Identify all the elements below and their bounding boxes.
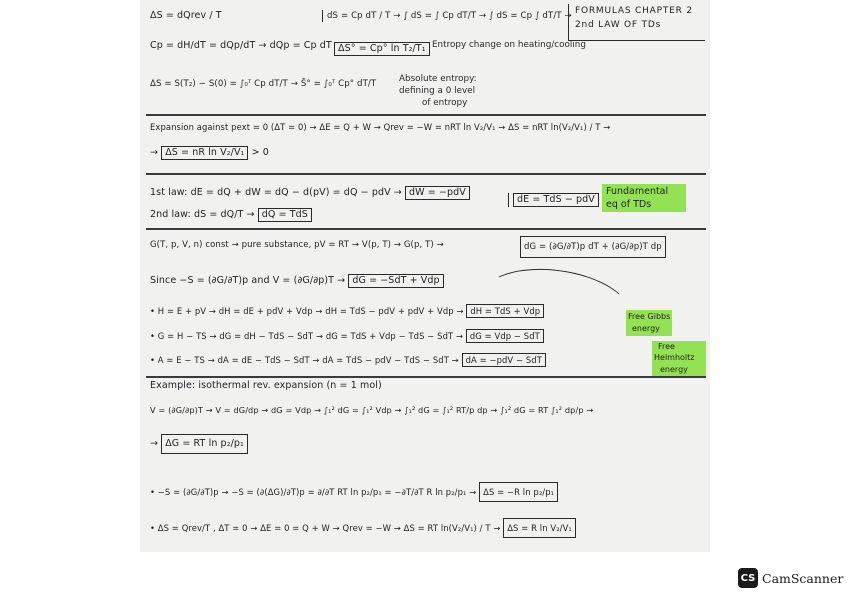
- s3-work-box: dW = −pdV: [405, 186, 470, 200]
- s4-dg-box-row: [520, 236, 666, 258]
- title-line-2: 2nd LAW OF TDs: [575, 20, 662, 30]
- camscanner-watermark: [738, 567, 843, 589]
- s1-heat-capacity: Cp = dH/dT = dQp/dT → dQp = Cp dT: [150, 40, 332, 51]
- title-box: [568, 4, 705, 41]
- s5-dg-box: ΔG = RT ln p₂/p₁: [161, 434, 248, 454]
- divider-1: [146, 114, 706, 116]
- s5-volume-line: V = (∂G/∂p)T → V = dG/dp → dG = Vdp → ∫₁² dG = ∫₁² Vdp → ∫₁² dG = ∫₁² RT/p dp → ∫₁² dG = RT ∫₁² dp/p →: [150, 405, 594, 415]
- s2-result-tail: > 0: [251, 147, 269, 158]
- s4-gibbs2-box: dG = Vdp − SdT: [466, 329, 544, 343]
- s4-gibbs2-line: • G = H − TS → dG = dH − TdS − SdT → dG = TdS + Vdp − TdS − SdT →: [150, 331, 464, 341]
- s3-hl-line-1: Fundamental: [606, 186, 669, 197]
- s4-helm-hl-2: Helmholtz: [654, 353, 695, 362]
- s4-dg-result-box: dG = −SdT + Vdp: [348, 274, 443, 288]
- s4-gibbs-hl-2: energy: [632, 324, 660, 333]
- s5-heat-line: • ΔS = Qrev/T , ΔT = 0 → ΔE = 0 = Q + W → Qrev = −W → ΔS = RT ln(V₂/V₁) / T →: [150, 523, 501, 533]
- title-line-1: FORMULAS CHAPTER 2: [575, 6, 693, 16]
- s4-enthalpy-line: • H = E + pV → dH = dE + pdV + Vdp → dH = TdS − pdV + pdV + Vdp →: [150, 306, 464, 316]
- s4-gibbs2-row: [150, 329, 544, 343]
- s3-first-law: 1st law: dE = dQ + dW = dQ − d(pV) = dQ − pdV →: [150, 187, 402, 198]
- s4-helm-hl-3: energy: [660, 365, 688, 374]
- s5-heat-row: [150, 518, 576, 538]
- s4-enthalpy-row: [150, 304, 544, 318]
- s1-right-box-wrap: [334, 42, 430, 56]
- s1-entropy-def: ΔS = dQrev / T: [150, 10, 222, 21]
- s4-helmholtz-box: dA = −pdV − SdT: [462, 353, 546, 367]
- s2-expansion: Expansion against pext = 0 (ΔT = 0) → ΔE = Q + W → Qrev = −W = nRT ln V₂/V₁ → ΔS = nRT ln(V₂/V₁) / T →: [150, 122, 611, 132]
- s3-hl-line-2: eq of TDs: [606, 199, 652, 210]
- s1-note-abs-2: defining a 0 level: [399, 86, 476, 96]
- divider-4: [146, 376, 706, 378]
- s3-second-law: 2nd law: dS = dQ/T →: [150, 209, 255, 220]
- s4-enthalpy-box: dH = TdS + Vdp: [466, 304, 544, 318]
- s3-fundamental-box: dE = TdS − pdV: [513, 193, 599, 207]
- s5-dg-row: → ΔG = RT ln p₂/p₁: [150, 434, 248, 454]
- s3-fundamental-row: [508, 193, 599, 207]
- s4-helm-hl-1: Free: [658, 342, 675, 351]
- s1-note-heating: Entropy change on heating/cooling: [432, 40, 586, 50]
- divider-3: [146, 228, 706, 230]
- s3-second-law-row: [150, 208, 312, 222]
- s4-since-row: [150, 274, 444, 288]
- s1-entropy-change-box: ΔS° = C̄p° ln T₂/T₁: [334, 42, 430, 56]
- scanned-page: [140, 0, 710, 552]
- camscanner-label: CamScanner: [762, 570, 844, 586]
- s4-helmholtz-line: • A = E − TS → dA = dE − TdS − SdT → dA = TdS − pdV − TdS − SdT →: [150, 355, 459, 365]
- s2-result-row: → ΔS = nR ln V₂/V₁ > 0: [150, 147, 269, 158]
- s4-dg-box: dG = (∂G/∂T)p dT + (∂G/∂p)T dp: [520, 236, 666, 258]
- s5-entropy-line: • −S = (∂G/∂T)p → −S = (∂(ΔG)/∂T)p = ∂/∂T RT ln p₂/p₁ = −∂T/∂T R ln p₂/p₁ →: [150, 487, 477, 497]
- s3-first-law-row: [150, 186, 470, 200]
- s2-result-box: ΔS = nR ln V₂/V₁: [161, 146, 248, 160]
- s4-since-line: Since −S = (∂G/∂T)p and V = (∂G/∂p)T →: [150, 275, 346, 286]
- s1-absolute-entropy: ΔS = S(T₂) − S(0) = ∫₀ᵀ Cp dT/T → S̄° = ∫₀ᵀ Cp° dT/T: [150, 79, 377, 89]
- s1-right-integral: dS = Cp dT / T → ∫ dS = ∫ Cp dT/T → ∫ dS = Cp ∫ dT/T →: [322, 10, 572, 22]
- s5-entropy-box: ΔS = −R ln p₂/p₁: [479, 482, 558, 502]
- s4-gibbs-row: [150, 239, 444, 251]
- s4-gibbs-line: G(T, p, V, n) const → pure substance, pV = RT → V(p, T) → G(p, T) →: [150, 240, 444, 250]
- s1-note-abs-3: of entropy: [422, 98, 468, 108]
- s5-heading: Example: isothermal rev. expansion (n = 1 mol): [150, 380, 382, 391]
- s4-helmholtz-row: [150, 353, 546, 367]
- s4-gibbs-hl-1: Free Gibbs: [628, 312, 671, 321]
- divider-2: [146, 173, 706, 175]
- s1-note-abs-1: Absolute entropy:: [399, 74, 477, 84]
- s5-entropy-row: [150, 482, 558, 502]
- s5-heat-box: ΔS = R ln V₂/V₁: [503, 518, 576, 538]
- camscanner-logo-icon: CS: [738, 568, 758, 588]
- s3-heat-box: dQ = TdS: [258, 208, 312, 222]
